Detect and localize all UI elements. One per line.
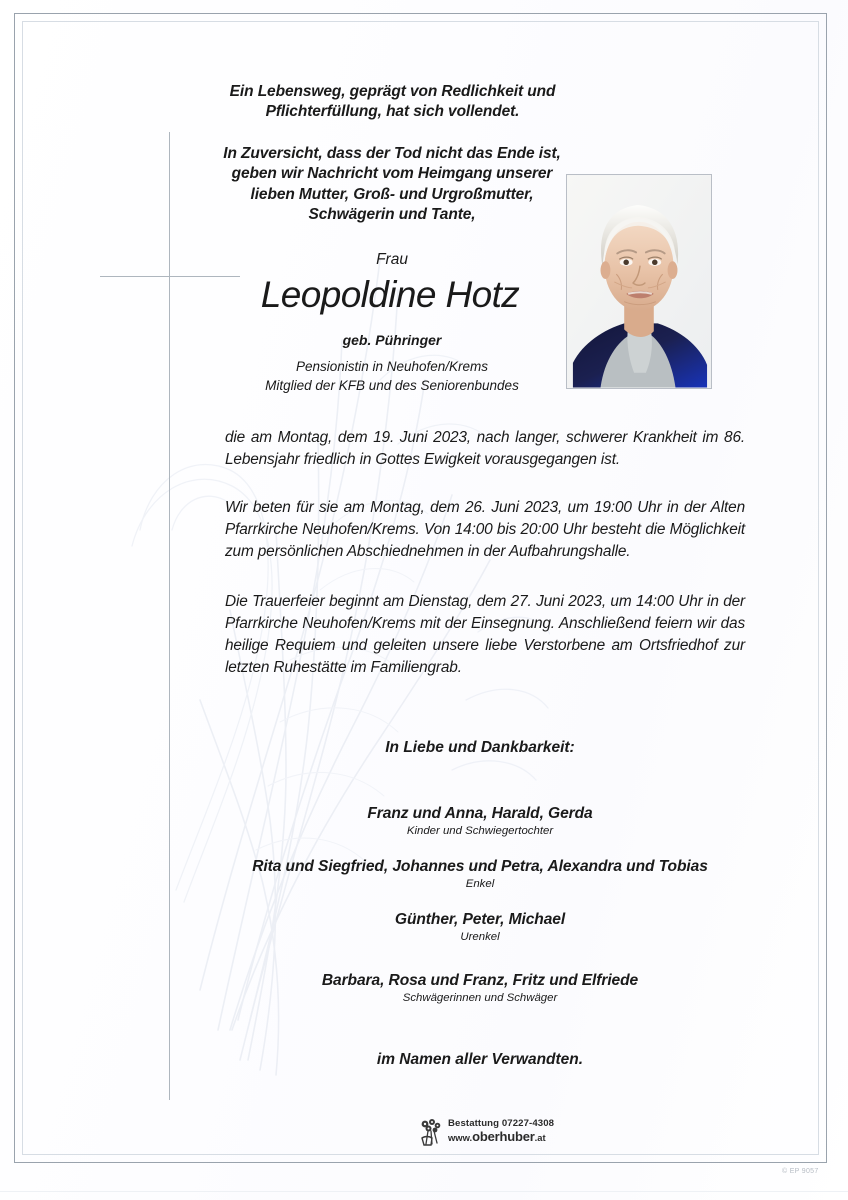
family-group bbox=[180, 805, 780, 837]
deceased-roles bbox=[180, 358, 604, 395]
family-names: Barbara, Rosa und Franz, Fritz und Elfriede bbox=[321, 972, 639, 989]
website-brand: oberhuber bbox=[472, 1129, 535, 1145]
role-line-1: Pensionistin in Neuhofen/Krems bbox=[295, 359, 489, 374]
role-line-2: Mitglied der KFB und des Seniorenbundes bbox=[265, 377, 519, 393]
scan-line bbox=[0, 1191, 848, 1192]
funeral-home-footer bbox=[418, 1118, 554, 1146]
paragraph-prayer-service: Wir beten für sie am Montag, dem 26. Juni 2023, um 19:00 Uhr in der Alten Pfarrkirche Neuhofen/Krems. Von 14:00 bis 20:00 Uhr besteht die Möglichkeit zum persönlichen Abschiednehmen in der Aufbahrungshalle. bbox=[225, 499, 745, 561]
deceased-name: Leopoldine Hotz bbox=[260, 274, 520, 315]
family-names: Franz und Anna, Harald, Gerda bbox=[367, 805, 593, 822]
verse-line-2: Pflichterfüllung, hat sich vollendet. bbox=[265, 103, 520, 121]
announcement-line-1: In Zuversicht, dass der Tod nicht das Ende ist, bbox=[223, 145, 561, 162]
family-relation: Enkel bbox=[465, 878, 495, 890]
announcement-line-3: lieben Mutter, Groß- und Urgroßmutter, bbox=[250, 185, 534, 203]
opening-verse bbox=[200, 82, 585, 123]
announcement-line-4: Schwägerin und Tante, bbox=[308, 206, 476, 224]
gratitude-heading: In Liebe und Dankbarkeit: bbox=[385, 739, 575, 756]
family-relation: Urenkel bbox=[460, 931, 500, 943]
family-relation: Kinder und Schwiegertochter bbox=[406, 825, 554, 837]
footer-service-line: Bestattung 07227-4308 bbox=[448, 1118, 555, 1130]
paragraph-death: die am Montag, dem 19. Juni 2023, nach langer, schwerer Krankheit im 86. Lebensjahr friedlich in Gottes Ewigkeit vorausgegangen ist. bbox=[225, 429, 745, 469]
family-names: Günther, Peter, Michael bbox=[394, 911, 566, 928]
website-prefix: www. bbox=[448, 1132, 473, 1144]
maiden-name: geb. Pühringer bbox=[342, 332, 442, 348]
announcement-line-2: geben wir Nachricht vom Heimgang unserer bbox=[231, 165, 553, 183]
paragraph-funeral-service: Die Trauerfeier beginnt am Dienstag, dem 27. Juni 2023, um 14:00 Uhr in der Pfarrkirche Neuhofen/Krems mit der Einsegnung. Anschließend feiern wir das heilige Requiem und geleiten unsere liebe Verstorbene am Ortsfriedhof zur letzten Ruhestätte im Familiengrab. bbox=[225, 593, 745, 677]
announcement-text bbox=[198, 144, 586, 226]
footer-text bbox=[448, 1119, 554, 1144]
closing-line: im Namen aller Verwandten. bbox=[376, 1051, 584, 1068]
verse-line-1: Ein Lebensweg, geprägt von Redlichkeit und bbox=[229, 83, 556, 100]
website-suffix: .at bbox=[534, 1132, 546, 1144]
salutation: Frau bbox=[376, 251, 408, 268]
family-names: Rita und Siegfried, Johannes und Petra, Alexandra und Tobias bbox=[252, 858, 708, 875]
family-group bbox=[180, 858, 780, 890]
family-relation: Schwägerinnen und Schwäger bbox=[402, 992, 558, 1004]
family-group bbox=[180, 972, 780, 1004]
copyright-notice: © EP 9057 bbox=[782, 1168, 819, 1175]
floral-bouquet-icon bbox=[418, 1118, 444, 1146]
footer-website bbox=[448, 1130, 554, 1145]
family-group bbox=[180, 911, 780, 943]
